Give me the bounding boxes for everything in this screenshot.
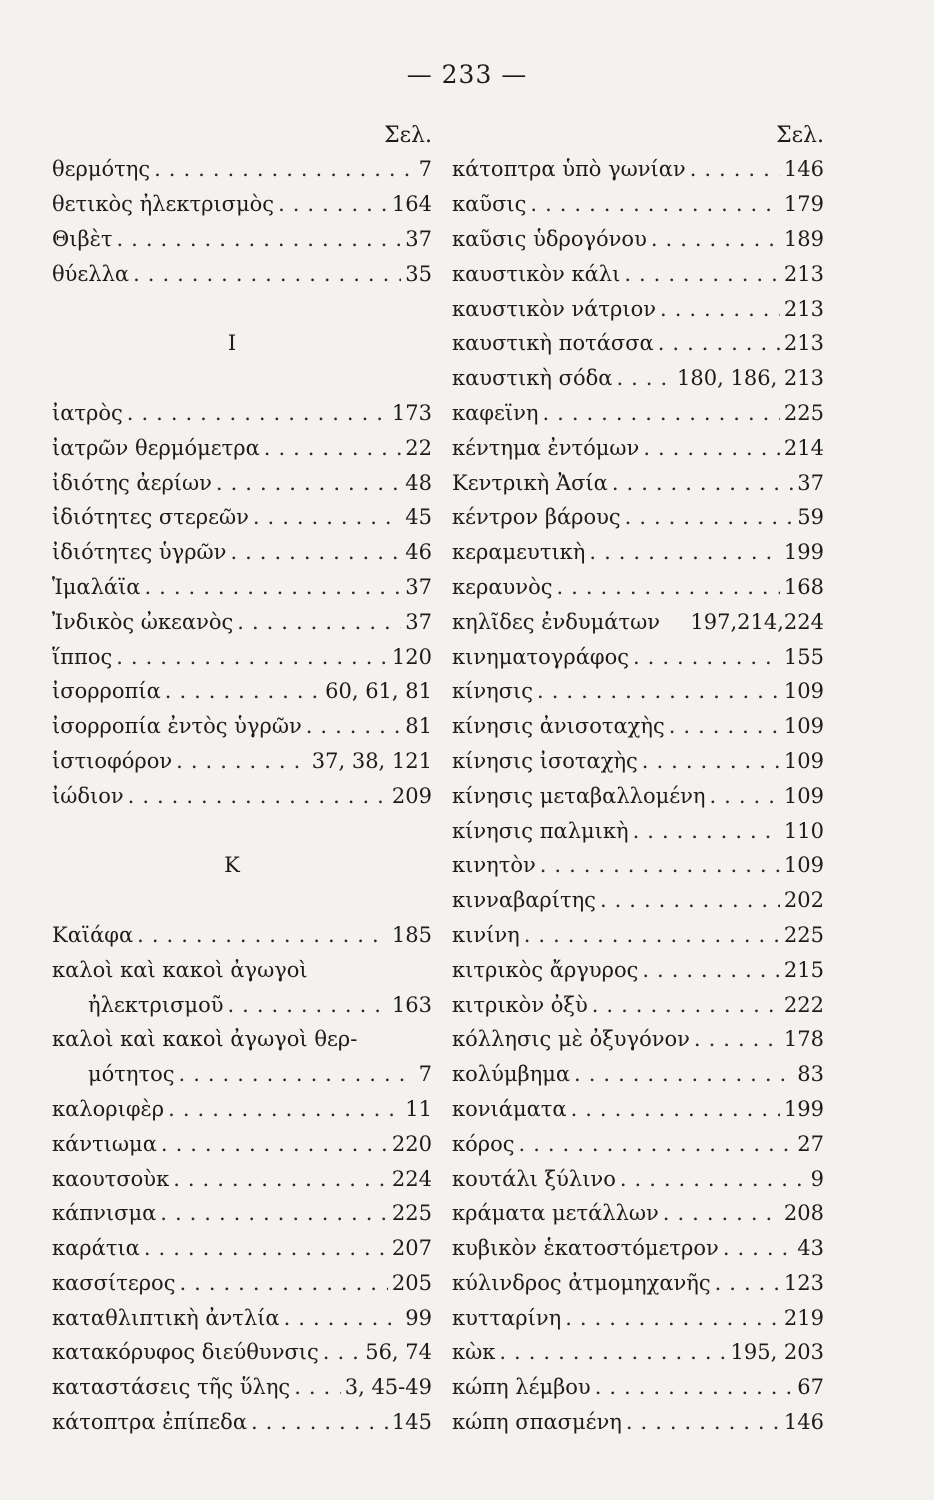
section-letter: Ι xyxy=(227,331,237,356)
index-term: ἰδιότης ἀερίων xyxy=(52,470,212,495)
index-entry xyxy=(452,465,824,500)
leader-dots xyxy=(116,645,388,669)
index-entry xyxy=(452,535,824,570)
page-reference: 37 xyxy=(797,470,824,495)
index-term: κίνησις ἀνισοταχὴς xyxy=(452,714,665,739)
leader-dots xyxy=(574,1062,793,1086)
leader-dots xyxy=(251,1410,388,1434)
leader-dots xyxy=(160,1201,388,1225)
index-term: κινηματογράφος xyxy=(452,644,629,669)
index-term: καῦσις xyxy=(452,192,527,217)
index-entry xyxy=(452,570,824,605)
index-entry xyxy=(452,744,824,779)
page-reference: 163 xyxy=(391,992,432,1017)
index-entry xyxy=(452,1370,824,1405)
page-reference: 46 xyxy=(405,540,432,565)
leader-dots xyxy=(571,1097,780,1121)
index-entry xyxy=(452,778,824,813)
index-entry xyxy=(452,987,824,1022)
index-term: κόρος xyxy=(452,1131,515,1156)
index-term: κυβικὸν ἑκατοστόμετρον xyxy=(452,1236,719,1261)
page-reference: 178 xyxy=(783,1027,824,1052)
page-reference: 109 xyxy=(783,748,824,773)
index-term: θύελλα xyxy=(52,261,130,286)
index-entry xyxy=(452,187,824,222)
page-reference: 180, 186, 213 xyxy=(677,366,824,391)
blank-row xyxy=(52,813,432,848)
index-term: μότητος xyxy=(88,1062,175,1087)
page-reference: 225 xyxy=(783,922,824,947)
page-reference: 83 xyxy=(797,1062,824,1087)
index-term: θερμότης xyxy=(52,157,151,182)
leader-dots xyxy=(592,993,780,1017)
leader-dots xyxy=(715,1271,780,1295)
page-reference: 214 xyxy=(783,435,824,460)
index-term: κουτάλι ξύλινο xyxy=(452,1166,616,1191)
leader-dots xyxy=(643,436,780,460)
index-entry xyxy=(52,604,432,639)
page-reference: 45 xyxy=(405,505,432,530)
index-entry xyxy=(452,1092,824,1127)
page-reference: 168 xyxy=(783,574,824,599)
index-entry xyxy=(52,918,432,953)
index-entry xyxy=(52,709,432,744)
leader-dots xyxy=(658,331,780,355)
index-term: κώπη λέμβου xyxy=(452,1375,591,1400)
index-term: καράτια xyxy=(52,1236,140,1261)
page-reference: 67 xyxy=(797,1375,824,1400)
index-term: καλοὶ καὶ κακοὶ ἀγωγοὶ xyxy=(52,957,308,982)
index-entry xyxy=(452,1057,824,1092)
leader-dots xyxy=(179,1062,415,1086)
index-term: ἱστιοφόρον xyxy=(52,748,173,773)
index-term: Ἱμαλάϊα xyxy=(52,574,141,599)
index-column-left xyxy=(52,120,432,1439)
index-entry xyxy=(52,256,432,291)
page-reference: 146 xyxy=(783,157,824,182)
page-reference: 208 xyxy=(783,1201,824,1226)
page-reference: 205 xyxy=(391,1270,432,1295)
index-entry xyxy=(452,604,824,639)
index-entry xyxy=(52,1057,432,1092)
leader-dots xyxy=(589,540,780,564)
leader-dots xyxy=(530,192,780,216)
page-reference: 225 xyxy=(783,400,824,425)
index-term: θετικὸς ἠλεκτρισμὸς xyxy=(52,192,275,217)
leader-dots xyxy=(128,784,388,808)
index-term: ἰδιότητες στερεῶν xyxy=(52,505,249,530)
leader-dots xyxy=(620,1167,807,1191)
index-term: καῦσις ὑδρογόνου xyxy=(452,226,647,251)
leader-dots xyxy=(179,1271,387,1295)
page-reference: 185 xyxy=(391,922,432,947)
page-reference: 199 xyxy=(783,1096,824,1121)
leader-dots xyxy=(542,401,779,425)
page-reference: 220 xyxy=(391,1131,432,1156)
index-term: κολύμβημα xyxy=(452,1062,571,1087)
index-entry xyxy=(52,778,432,813)
leader-dots xyxy=(624,262,780,286)
leader-dots xyxy=(694,1027,780,1051)
leader-dots xyxy=(642,958,780,982)
index-term: κάτοπτρα ὑπὸ γωνίαν xyxy=(452,157,686,182)
index-term: Θιβὲτ xyxy=(52,226,113,251)
page-reference: 189 xyxy=(783,226,824,251)
page-reference: 35 xyxy=(405,261,432,286)
index-entry xyxy=(52,535,432,570)
page-reference: 195, 203 xyxy=(730,1340,824,1365)
index-entry xyxy=(452,1231,824,1266)
leader-dots xyxy=(127,401,388,425)
index-entry xyxy=(452,500,824,535)
index-entry xyxy=(52,1231,432,1266)
leader-dots xyxy=(612,471,793,495)
leader-dots xyxy=(284,1306,402,1330)
index-term: κυτταρίνη xyxy=(452,1305,562,1330)
column-header-left: Σελ. xyxy=(384,123,432,148)
page-reference: 219 xyxy=(783,1305,824,1330)
index-term: ἠλεκτρισμοῦ xyxy=(88,992,224,1017)
index-term: κιτρικὸς ἄργυρος xyxy=(452,957,639,982)
index-entry xyxy=(52,1266,432,1301)
index-entry xyxy=(452,396,824,431)
page-reference: 173 xyxy=(391,400,432,425)
leader-dots xyxy=(633,819,780,843)
index-term: κίνησις ἰσοταχὴς xyxy=(452,748,638,773)
leader-dots xyxy=(690,157,780,181)
index-term: κώπη σπασμένη xyxy=(452,1410,622,1435)
index-term: Ἰνδικὸς ὠκεανὸς xyxy=(52,609,234,634)
index-term: κασσίτερος xyxy=(52,1270,176,1295)
index-entry xyxy=(452,813,824,848)
page-reference: 110 xyxy=(783,818,824,843)
index-term: ἵππος xyxy=(52,644,113,669)
leader-dots xyxy=(230,540,401,564)
page-reference: 99 xyxy=(405,1305,432,1330)
index-entry xyxy=(52,570,432,605)
leader-dots xyxy=(161,1132,388,1156)
index-entry xyxy=(452,326,824,361)
index-term: κινητὸν xyxy=(452,853,536,878)
index-term: κάντιωμα xyxy=(52,1131,157,1156)
index-term: καφεϊνη xyxy=(452,400,539,425)
page-reference: 123 xyxy=(783,1270,824,1295)
blank-row xyxy=(52,291,432,326)
page-reference: 109 xyxy=(783,783,824,808)
index-term: ἰατρὸς xyxy=(52,400,123,425)
page-reference: 43 xyxy=(797,1236,824,1261)
page-reference: 224 xyxy=(391,1166,432,1191)
leader-dots xyxy=(165,679,321,703)
index-entry xyxy=(452,639,824,674)
index-term: κύλινδρος ἀτμομηχανῆς xyxy=(452,1270,711,1295)
page-reference: 7 xyxy=(418,1062,432,1087)
leader-dots xyxy=(669,714,780,738)
index-entry xyxy=(52,1161,432,1196)
index-entry xyxy=(452,361,824,396)
index-entry xyxy=(452,1300,824,1335)
index-entry xyxy=(452,848,824,883)
page-reference: 202 xyxy=(783,888,824,913)
index-entry xyxy=(452,222,824,257)
index-entry xyxy=(52,674,432,709)
index-entry xyxy=(52,500,432,535)
page-reference: 37 xyxy=(405,226,432,251)
index-entry xyxy=(452,1126,824,1161)
index-term: κὼκ xyxy=(452,1340,496,1365)
leader-dots xyxy=(137,923,388,947)
blank-row xyxy=(52,883,432,918)
index-term: Καϊάφα xyxy=(52,922,134,947)
index-entry xyxy=(452,1405,824,1440)
page-reference: 27 xyxy=(797,1131,824,1156)
index-entry xyxy=(52,465,432,500)
leader-dots xyxy=(537,679,780,703)
page-reference: 11 xyxy=(405,1096,432,1121)
leader-dots xyxy=(600,888,780,912)
index-term: κίνησις μεταβαλλομένη xyxy=(452,783,706,808)
index-column-right xyxy=(452,120,824,1439)
leader-dots xyxy=(278,192,388,216)
page-reference: 56, 74 xyxy=(365,1340,432,1365)
leader-dots xyxy=(173,1167,388,1191)
leader-dots xyxy=(253,505,401,529)
leader-dots xyxy=(145,575,402,599)
page-reference: 22 xyxy=(405,435,432,460)
leader-dots xyxy=(710,784,780,808)
index-entry xyxy=(452,1196,824,1231)
index-term: καυστικὴ ποτάσσα xyxy=(452,331,654,356)
index-term: κίνησις παλμικὴ xyxy=(452,818,629,843)
leader-dots xyxy=(524,923,780,947)
index-entry xyxy=(52,222,432,257)
index-term: καταθλιπτικὴ ἀντλία xyxy=(52,1305,280,1330)
index-term: καουτσοὺκ xyxy=(52,1166,170,1191)
page-reference: 48 xyxy=(405,470,432,495)
index-entry xyxy=(52,187,432,222)
leader-dots xyxy=(154,157,415,181)
index-term: κάπνισμα xyxy=(52,1201,157,1226)
leader-dots xyxy=(723,1236,793,1260)
page-reference: 155 xyxy=(783,644,824,669)
page-reference: 9 xyxy=(810,1166,824,1191)
leader-dots xyxy=(642,749,780,773)
index-entry xyxy=(452,1161,824,1196)
page-reference: 222 xyxy=(783,992,824,1017)
index-entry xyxy=(52,430,432,465)
leader-dots xyxy=(228,993,388,1017)
index-rows-left xyxy=(52,152,432,1439)
index-term: κονιάματα xyxy=(452,1096,567,1121)
page-reference: 209 xyxy=(391,783,432,808)
page-reference: 164 xyxy=(391,192,432,217)
index-entry xyxy=(452,256,824,291)
blank-row xyxy=(52,361,432,396)
index-term: ἰώδιον xyxy=(52,783,124,808)
index-entry xyxy=(452,1022,824,1057)
leader-dots xyxy=(626,1410,780,1434)
index-term: Κεντρικὴ Ἀσία xyxy=(452,470,608,495)
page-reference: 213 xyxy=(783,296,824,321)
index-term: κίνησις xyxy=(452,679,534,704)
page-reference: 81 xyxy=(405,714,432,739)
index-term: ἰσορροπία ἐντὸς ὑγρῶν xyxy=(52,714,302,739)
page-reference: 199 xyxy=(783,540,824,565)
index-entry xyxy=(452,709,824,744)
page-reference: 59 xyxy=(797,505,824,530)
page-reference: 37, 38, 121 xyxy=(311,748,432,773)
leader-dots xyxy=(556,575,779,599)
index-entry xyxy=(452,952,824,987)
leader-dots xyxy=(651,227,780,251)
index-entry xyxy=(52,1196,432,1231)
index-entry-line xyxy=(52,952,432,987)
index-entry xyxy=(452,918,824,953)
leader-dots xyxy=(625,505,794,529)
index-term: κέντημα ἐντόμων xyxy=(452,435,640,460)
leader-dots xyxy=(237,610,401,634)
page-number: — 233 — xyxy=(406,60,528,89)
index-entry-line xyxy=(52,1022,432,1057)
index-term: κιτρικὸν ὀξὺ xyxy=(452,992,588,1017)
index-entry xyxy=(52,1405,432,1440)
page-reference: 197,214,224 xyxy=(690,609,824,634)
page-reference: 120 xyxy=(391,644,432,669)
leader-dots xyxy=(540,853,780,877)
index-entry xyxy=(52,1370,432,1405)
leader-dots xyxy=(499,1340,726,1364)
index-entry xyxy=(452,1335,824,1370)
leader-dots xyxy=(663,1201,780,1225)
leader-dots xyxy=(144,1236,388,1260)
page-reference: 60, 61, 81 xyxy=(325,679,432,704)
index-term: κατακόρυφος διεύθυνσις xyxy=(52,1340,319,1365)
index-entry xyxy=(52,152,432,187)
page-reference: 179 xyxy=(783,192,824,217)
index-entry xyxy=(52,639,432,674)
page-reference: 109 xyxy=(783,679,824,704)
index-entry xyxy=(452,883,824,918)
index-term: κινίνη xyxy=(452,922,520,947)
index-entry xyxy=(52,1335,432,1370)
leader-dots xyxy=(616,366,673,390)
index-entry xyxy=(452,1266,824,1301)
index-term: καλοριφὲρ xyxy=(52,1096,165,1121)
index-entry xyxy=(52,744,432,779)
page-reference: 207 xyxy=(391,1236,432,1261)
index-term: κράματα μετάλλων xyxy=(452,1201,659,1226)
page-reference: 213 xyxy=(783,331,824,356)
index-entry xyxy=(52,1092,432,1127)
index-entry xyxy=(52,987,432,1022)
page-reference: 215 xyxy=(783,957,824,982)
index-term: καυστικὴ σόδα xyxy=(452,366,613,391)
page-reference: 37 xyxy=(405,574,432,599)
index-entry xyxy=(52,396,432,431)
index-term: κόλλησις μὲ ὀξυγόνον xyxy=(452,1027,690,1052)
leader-dots xyxy=(116,227,401,251)
leader-dots xyxy=(176,749,308,773)
page-reference: 37 xyxy=(405,609,432,634)
index-term: κάτοπτρα ἐπίπεδα xyxy=(52,1410,247,1435)
page-reference: 109 xyxy=(783,853,824,878)
index-term: καυστικὸν κάλι xyxy=(452,261,621,286)
leader-dots xyxy=(660,297,780,321)
index-term: καυστικὸν νάτριον xyxy=(452,296,657,321)
leader-dots xyxy=(294,1375,341,1399)
page-reference: 145 xyxy=(391,1410,432,1435)
index-term: καλοὶ καὶ κακοὶ ἀγωγοὶ θερ- xyxy=(52,1027,358,1052)
index-entry xyxy=(452,291,824,326)
leader-dots xyxy=(133,262,401,286)
leader-dots xyxy=(323,1340,361,1364)
index-term: ἰδιότητες ὑγρῶν xyxy=(52,540,227,565)
index-term: κέντρον βάρους xyxy=(452,505,621,530)
leader-dots xyxy=(306,714,402,738)
leader-dots xyxy=(168,1097,401,1121)
index-term: ἰατρῶν θερμόμετρα xyxy=(52,435,260,460)
index-entry xyxy=(452,152,824,187)
leader-dots xyxy=(595,1375,794,1399)
page-reference: 213 xyxy=(783,261,824,286)
column-header-right: Σελ. xyxy=(776,123,824,148)
index-rows-right xyxy=(452,152,824,1439)
leader-dots xyxy=(216,471,401,495)
leader-dots xyxy=(519,1132,794,1156)
index-term: κινναβαρίτης xyxy=(452,888,596,913)
leader-dots xyxy=(264,436,401,460)
index-entry xyxy=(452,674,824,709)
index-term: κεραυνὸς xyxy=(452,574,553,599)
page-reference: 225 xyxy=(391,1201,432,1226)
index-entry xyxy=(52,1126,432,1161)
index-term: κηλῖδες ἐνδυμάτων xyxy=(452,609,660,634)
section-letter: Κ xyxy=(224,853,240,878)
index-entry xyxy=(52,1300,432,1335)
page-reference: 7 xyxy=(418,157,432,182)
leader-dots xyxy=(565,1306,780,1330)
page-reference: 109 xyxy=(783,714,824,739)
page-reference: 146 xyxy=(783,1410,824,1435)
page-reference: 3, 45-49 xyxy=(344,1375,432,1400)
leader-dots xyxy=(633,645,780,669)
index-entry xyxy=(452,430,824,465)
index-term: κεραμευτικὴ xyxy=(452,540,586,565)
index-term: ἰσορροπία xyxy=(52,679,161,704)
index-term: καταστάσεις τῆς ὕλης xyxy=(52,1375,291,1400)
